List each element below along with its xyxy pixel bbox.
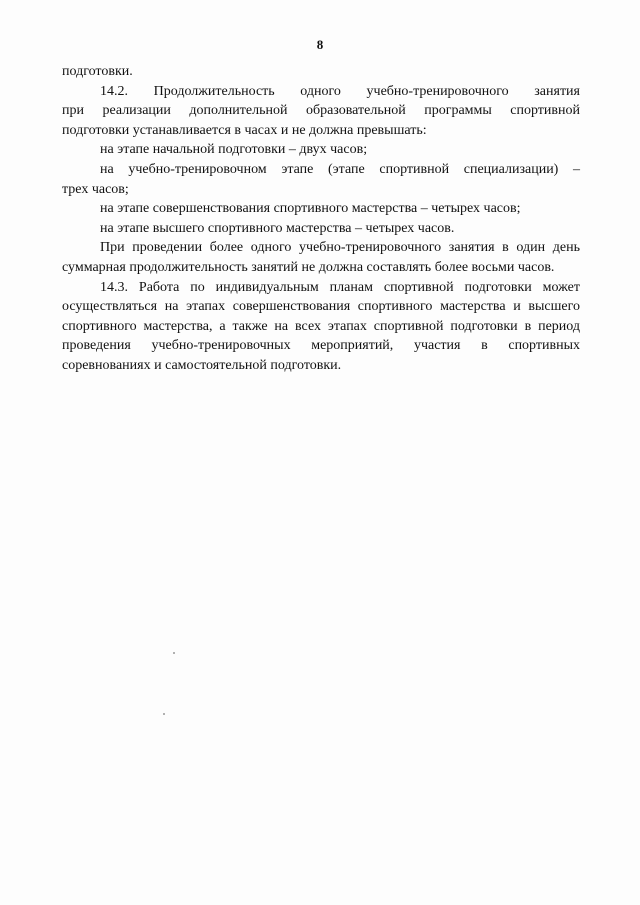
scan-speck [163,713,165,715]
scan-speck [173,652,175,654]
text-line: проведения учебно-тренировочных мероприятий, участия в спортивных [62,338,580,354]
text-line: спортивного мастерства, а также на всех этапах спортивной подготовки в период [62,318,580,334]
text-line: при реализации дополнительной образовательной программы спортивной [62,103,580,119]
text-line: 14.2. Продолжительность одного учебно-тренировочного занятия [100,83,580,99]
text-line: трех часов; [62,181,129,197]
text-line: соревнованиях и самостоятельной подготовки. [62,357,342,373]
text-line: подготовки. [62,64,133,79]
text-line: При проведении более одного учебно-тренировочного занятия в один день [100,240,580,256]
text-line: осуществляться на этапах совершенствования спортивного мастерства и высшего [62,299,580,315]
text-line: на этапе высшего спортивного мастерства – четырех часов. [100,220,455,236]
text-line: на этапе начальной подготовки – двух часов; [100,142,368,158]
text-line: суммарная продолжительность занятий не должна составлять более восьми часов. [62,259,555,275]
text-line: подготовки устанавливается в часах и не должна превышать: [62,122,427,138]
text-line: на этапе совершенствования спортивного мастерства – четырех часов; [100,201,521,217]
page-number: 8 [316,37,324,52]
document-body [62,62,580,376]
text-line: на учебно-тренировочном этапе (этапе спортивной специализации) – [100,161,580,177]
text-line: 14.3. Работа по индивидуальным планам спортивной подготовки может [100,279,580,295]
